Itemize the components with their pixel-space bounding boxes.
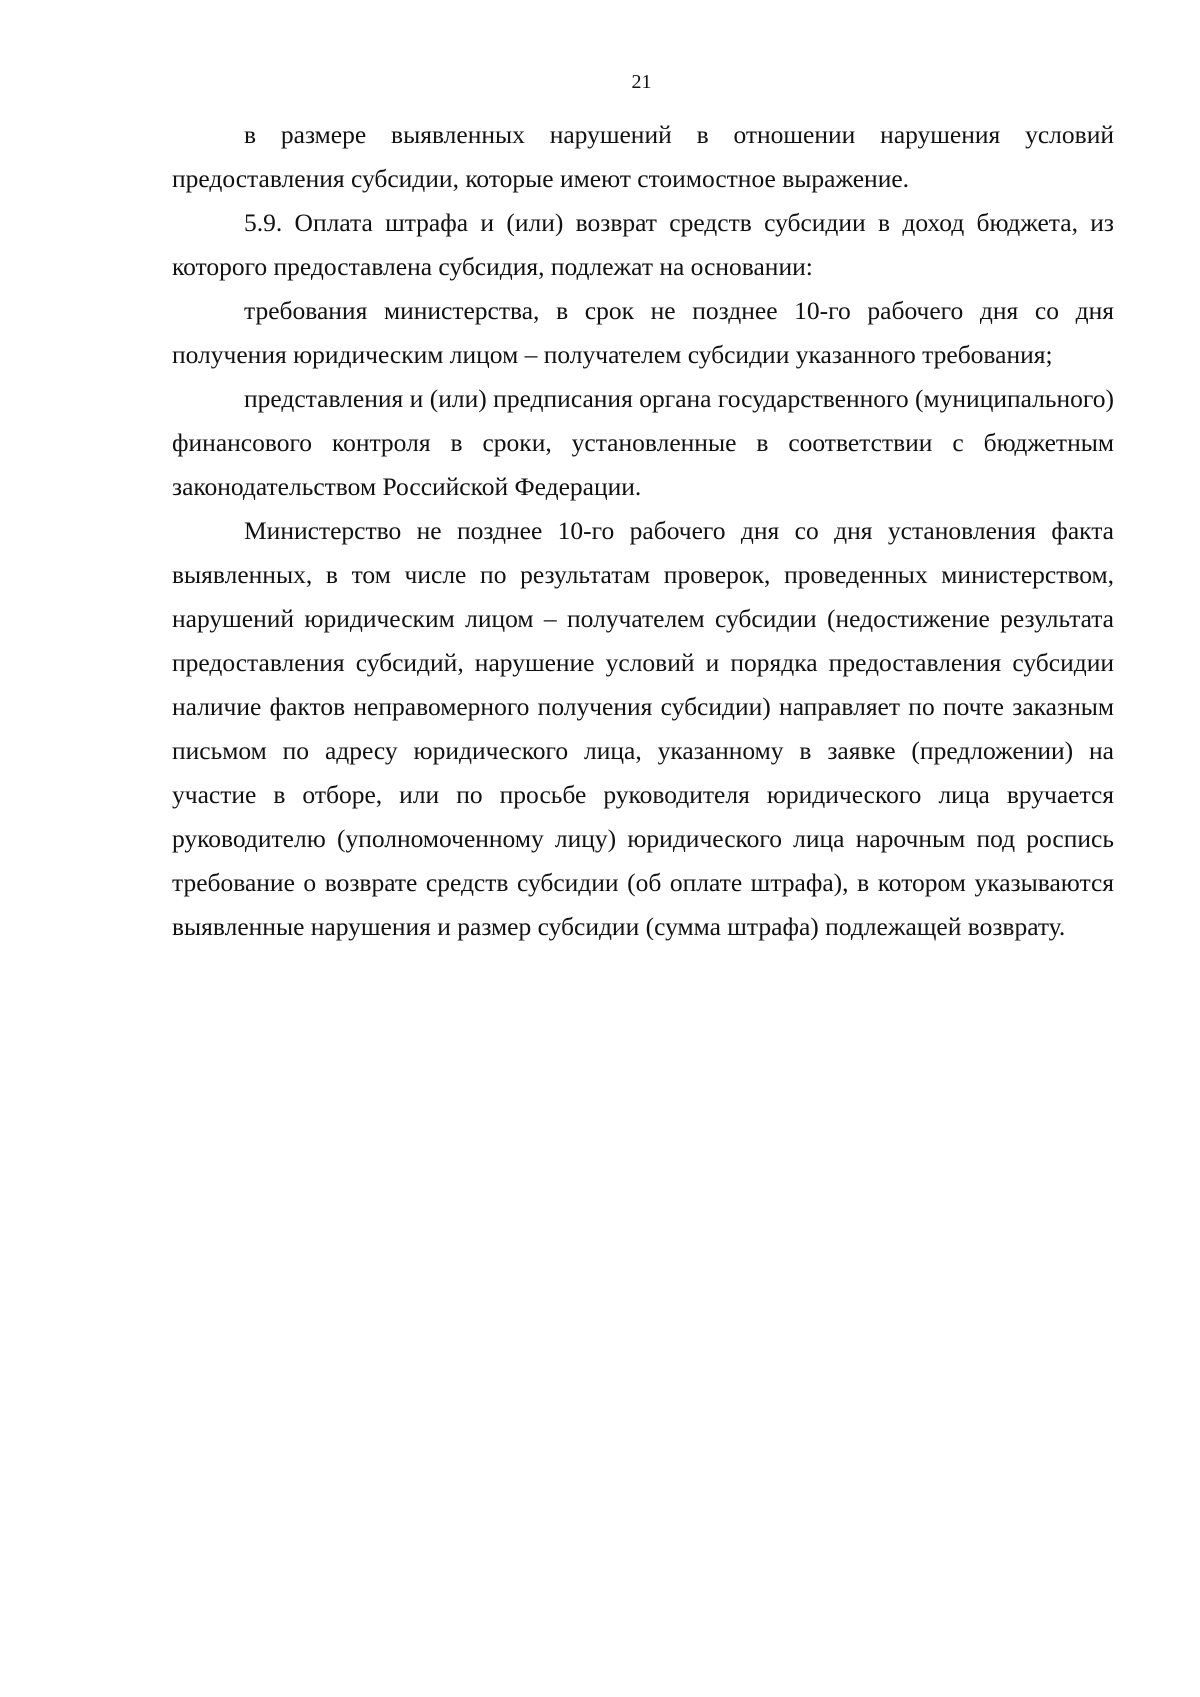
- page-number: 21: [631, 71, 652, 93]
- document-body: [172, 113, 1114, 949]
- paragraph-financial-control: представления и (или) предписания органа государственного (муниципального) финансового контроля в сроки, установленные в соответствии с бюджетным законодательством Российской Федерации.: [172, 384, 1114, 501]
- paragraph-5-9: 5.9. Оплата штрафа и (или) возврат средств субсидии в доход бюджета, из которого предоставлена субсидия, подлежат на основании:: [172, 208, 1114, 281]
- paragraph-ministry-notice: Министерство не позднее 10-го рабочего дня со дня установления факта выявленных, в том числе по результатам проверок, проведенных министерством, нарушений юридическим лицом – получателем субсидии (недостижение результата предоставления субсидий, нарушение условий и порядка предоставления субсидии наличие фактов неправомерного получения субсидии) направляет по почте заказным письмом по адресу юридического лица, указанному в заявке (предложении) на участие в отборе, или по просьбе руководителя юридического лица вручается руководителю (уполномоченному лицу) юридического лица нарочным под роспись требование о возврате средств субсидии (об оплате штрафа), в котором указываются выявленные нарушения и размер субсидии (сумма штрафа) подлежащей возврату.: [172, 516, 1114, 941]
- paragraph-ministry-demand: требования министерства, в срок не позднее 10-го рабочего дня со дня получения юридическим лицом – получателем субсидии указанного требования;: [172, 296, 1114, 369]
- paragraph-violation-amount: в размере выявленных нарушений в отношении нарушения условий предоставления субсидии, которые имеют стоимостное выражение.: [172, 120, 1114, 193]
